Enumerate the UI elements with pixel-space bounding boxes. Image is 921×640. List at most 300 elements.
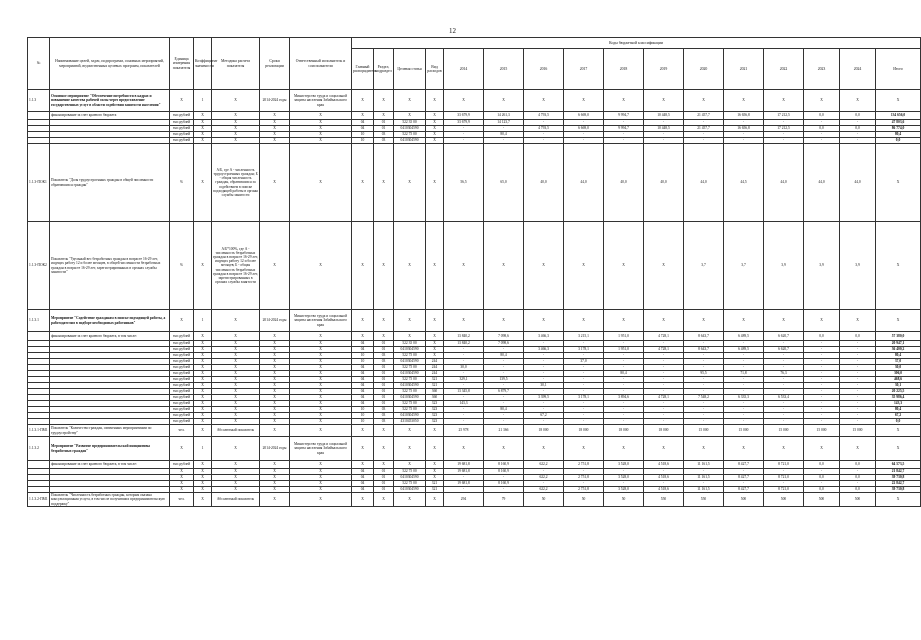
cell-total: 143,3 [876,401,921,407]
cell-unit: тыс.рублей [170,407,194,413]
cell-resp: X [290,469,352,475]
cell-2016: - [524,469,564,475]
cell-term: X [260,222,290,310]
cell-gr: 04 [352,371,374,377]
cell-term: X [260,359,290,365]
cell-gr: 04 [352,481,374,487]
cell-2017: 2 751,8 [564,487,604,493]
cell-2021: 8 427,7 [724,475,764,481]
cell-2024: 0,0 [840,475,876,481]
cell-2020: 21 457,7 [684,126,724,132]
cell-coef: X [194,353,212,359]
cell-name: Показатель "Количество граждан, охваченных мероприятиями по трудоустройству" [50,425,170,437]
cell-2020: - [684,383,724,389]
cell-2014: - [444,371,484,377]
cell-method: X [212,126,260,132]
cell-2020: - [684,341,724,347]
cell-2016: X [524,90,564,112]
cell-resp: X [290,365,352,371]
cell-2022: - [764,389,804,395]
cell-resp: X [290,120,352,126]
cell-2018: 3 528,0 [604,461,644,469]
cell-2023: - [804,401,840,407]
cell-unit: тыс.рублей [170,126,194,132]
cell-2017: X [564,222,604,310]
cell-2018: - [604,377,644,383]
cell-2014: X [444,310,484,332]
cell-resp: X [290,341,352,347]
cell-2022: 44,0 [764,144,804,222]
header-year: 2016 [524,49,564,90]
cell-2019: 10 448,5 [644,126,684,132]
cell-2015: 80,4 [484,132,524,138]
cell-2016: - [524,419,564,425]
cell-2015: 21 366 [484,425,524,437]
cell-2022: 8 721,0 [764,461,804,469]
cell-section: X [374,310,394,332]
header-gr: Главный распорядитель [352,49,374,90]
cell-exp-type: 244 [426,371,444,377]
cell-gr: 04 [352,395,374,401]
cell-2018: - [604,481,644,487]
cell-term: X [260,425,290,437]
cell-exp-type: 323 [426,413,444,419]
cell-2016: X [524,222,564,310]
cell-2018: X [604,310,644,332]
cell-2016: - [524,407,564,413]
cell-section: 03 [374,138,394,144]
cell-method: X [212,407,260,413]
cell-resp: X [290,401,352,407]
header-term: Сроки реализации [260,38,290,90]
cell-method: X [212,419,260,425]
cell-2024: - [840,377,876,383]
cell-method: X [212,138,260,144]
cell-2024: X [840,310,876,332]
cell-2022: - [764,469,804,475]
cell-2024: 3,9 [840,222,876,310]
cell-gr: 04 [352,377,374,383]
cell-resp: Министерство труда и социальной защиты населения Забайкальского края [290,310,352,332]
cell-method: X [212,487,260,493]
cell-2022: - [764,341,804,347]
cell-resp: X [290,144,352,222]
cell-2017: X [564,90,604,112]
cell-2014: - [444,407,484,413]
cell-2017: 6 669,0 [564,126,604,132]
cell-coef: X [194,475,212,481]
cell-2022: - [764,401,804,407]
cell-exp-type: 360 [426,395,444,401]
cell-2022: - [764,365,804,371]
cell-2015: 7 098,6 [484,341,524,347]
cell-article: X [394,437,426,461]
cell-section: X [374,437,394,461]
cell-2016: 3 399,5 [524,395,564,401]
cell-section: 01 [374,389,394,395]
cell-method: X [212,461,260,469]
cell-term: X [260,469,290,475]
cell-total: 134 656,0 [876,112,921,120]
cell-2022: 8 721,0 [764,487,804,493]
cell-total: 22 842,7 [876,481,921,487]
cell-2019: - [644,138,684,144]
cell-2021: 71,8 [724,371,764,377]
cell-exp-type: 323 [426,419,444,425]
cell-2024: 500 [840,493,876,507]
cell-2014: 19 681,8 [444,469,484,475]
cell-gr: 10 [352,353,374,359]
cell-2023: - [804,371,840,377]
cell-exp-type: 244 [426,359,444,365]
header-year: 2021 [724,49,764,90]
cell-2019: 4 518,6 [644,475,684,481]
cell-2014: X [444,437,484,461]
cell-coef: X [194,425,212,437]
cell-2023: - [804,407,840,413]
cell-2019: - [644,341,684,347]
cell-term: 2014-2024 годы [260,90,290,112]
cell-2015: - [484,475,524,481]
cell-2014: 13 840,2 [444,332,484,341]
cell-2018: - [604,383,644,389]
cell-2021: - [724,419,764,425]
cell-name: Показатель "Численность безработных граждан, которым оказана консультационная услуга, в том числе получивших предпринимательскую поддержку" [50,493,170,507]
program-table [27,37,921,507]
cell-2023: 0,0 [804,112,840,120]
cell-2021: 6 489,5 [724,347,764,353]
cell-term: X [260,395,290,401]
cell-section: X [374,144,394,222]
cell-gr: 04 [352,389,374,395]
cell-method: X [212,132,260,138]
cell-2024: - [840,371,876,377]
cell-2023: 44,0 [804,144,840,222]
cell-2018: - [604,138,644,144]
cell-2021: 16 656,8 [724,126,764,132]
cell-resp: X [290,395,352,401]
cell-coef: X [194,138,212,144]
cell-2023: - [804,365,840,371]
cell-2020: 15 000 [684,425,724,437]
cell-section: 03 [374,359,394,365]
cell-total: 64 573,5 [876,461,921,469]
cell-2018: 3 894,6 [604,395,644,401]
cell-resp: X [290,407,352,413]
cell-2018: 3 528,0 [604,487,644,493]
cell-2020: 21 457,7 [684,112,724,120]
cell-2017: 18 000 [564,425,604,437]
cell-exp-type: X [426,120,444,126]
cell-2018: - [604,341,644,347]
cell-term: X [260,377,290,383]
cell-coef: X [194,222,212,310]
cell-2023: 500 [804,493,840,507]
cell-2016: - [524,365,564,371]
cell-article: 0410304590 [394,383,426,389]
cell-2019: X [644,310,684,332]
cell-coef: X [194,481,212,487]
cell-resp: X [290,461,352,469]
cell-2024: 0,0 [840,332,876,341]
cell-term: X [260,487,290,493]
cell-2023: - [804,341,840,347]
cell-2018: - [604,353,644,359]
cell-2014: - [444,475,484,481]
cell-2024: - [840,383,876,389]
header-year: 2022 [764,49,804,90]
cell-2020: 8 643,7 [684,332,724,341]
cell-article: X [394,112,426,120]
cell-term: 2014-2024 годы [260,310,290,332]
cell-exp-type: 323 [426,407,444,413]
cell-2016: 622,2 [524,475,564,481]
cell-2019: - [644,383,684,389]
cell-article: 0410304590 [394,413,426,419]
cell-2022: 500 [764,493,804,507]
cell-2017: - [564,481,604,487]
cell-2020: - [684,365,724,371]
cell-total: X [876,493,921,507]
cell-term: 2014-2024 годы [260,437,290,461]
cell-resp: X [290,353,352,359]
cell-2015: - [484,347,524,353]
header-unit: Единица измерения показателя [170,38,194,90]
cell-resp: X [290,359,352,365]
cell-term: X [260,341,290,347]
cell-2019: - [644,413,684,419]
cell-2014: 33 679,9 [444,120,484,126]
cell-method: X [212,389,260,395]
cell-2023: - [804,469,840,475]
cell-2014: 143,3 [444,401,484,407]
cell-2014: - [444,132,484,138]
cell-2023: - [804,132,840,138]
cell-2022: - [764,132,804,138]
cell-2018: 40,0 [604,144,644,222]
table-row [28,310,921,332]
cell-2023: - [804,120,840,126]
cell-2015: 8 160,9 [484,461,524,469]
cell-2017: 3 178,1 [564,395,604,401]
cell-2015: - [484,138,524,144]
cell-name: финансирование за счет краевого бюджета, в том числе: [50,461,170,469]
cell-gr: 04 [352,126,374,132]
table-row [28,112,921,120]
cell-2016: - [524,481,564,487]
cell-2016: - [524,401,564,407]
cell-exp-type: 323 [426,401,444,407]
cell-total: 20 947,1 [876,341,921,347]
cell-method: X [212,112,260,120]
cell-2022: 6 620,7 [764,347,804,353]
cell-exp-type: 244 [426,365,444,371]
cell-exp-type: 321 [426,481,444,487]
cell-2017: - [564,371,604,377]
cell-2020: - [684,401,724,407]
cell-section: 03 [374,413,394,419]
cell-gr: 10 [352,359,374,365]
cell-2023: 0,0 [804,126,840,132]
cell-2015: 80,4 [484,407,524,413]
cell-2017: - [564,353,604,359]
cell-method: X [212,90,260,112]
cell-method: X [212,347,260,353]
cell-2023: - [804,389,840,395]
cell-gr: 04 [352,469,374,475]
cell-gr: X [352,310,374,332]
cell-2024: - [840,389,876,395]
header-num: № [28,38,50,90]
cell-2019: - [644,377,684,383]
cell-2021: 8 427,7 [724,487,764,493]
cell-2022: X [764,437,804,461]
cell-exp-type: 321 [426,383,444,389]
cell-unit: чел. [170,493,194,507]
cell-resp: X [290,347,352,353]
cell-num: 1.1.3.1 [28,310,50,332]
cell-name: Мероприятие "Развитие предпринимательской инициативы безработных граждан" [50,437,170,461]
cell-section: 01 [374,126,394,132]
cell-2020: - [684,120,724,126]
cell-total: X [876,425,921,437]
table-row [28,425,921,437]
cell-2018: - [604,389,644,395]
cell-2021: - [724,341,764,347]
cell-2022: - [764,353,804,359]
cell-2024: - [840,120,876,126]
cell-2016: 622,2 [524,487,564,493]
cell-2024: - [840,401,876,407]
cell-section: 03 [374,132,394,138]
cell-2017: - [564,132,604,138]
cell-2018: - [604,365,644,371]
cell-num: 1.1.3.2-ПМ1 [28,493,50,507]
cell-2021: - [724,138,764,144]
cell-article: 522 75 00 [394,132,426,138]
cell-2021: 16 656,8 [724,112,764,120]
cell-2014: X [444,90,484,112]
cell-gr: X [352,112,374,120]
cell-article: X [394,310,426,332]
cell-2014: X [444,222,484,310]
cell-2022: 3,9 [764,222,804,310]
cell-name: Показатель "Доля трудоустроенных граждан в общей численности обратившихся граждан" [50,144,170,222]
cell-gr: 04 [352,401,374,407]
cell-total: 80,4 [876,132,921,138]
cell-unit: X [170,437,194,461]
cell-gr: 10 [352,132,374,138]
cell-2022: 6 620,7 [764,332,804,341]
cell-resp: X [290,332,352,341]
cell-2022: 17 212,5 [764,112,804,120]
cell-article: X [394,222,426,310]
cell-2017: - [564,341,604,347]
cell-2019: 4 518,6 [644,487,684,493]
cell-2016: 4 793,5 [524,112,564,120]
header-method: Методика расчета показателя [212,38,260,90]
cell-2021: 3,7 [724,222,764,310]
cell-2018: 18 000 [604,425,644,437]
cell-section: 01 [374,371,394,377]
cell-gr: X [352,222,374,310]
cell-2020: X [684,90,724,112]
cell-2022: 76,3 [764,371,804,377]
cell-section: 01 [374,487,394,493]
cell-exp-type: X [426,353,444,359]
cell-total: 39 730,8 [876,487,921,493]
cell-2023: - [804,353,840,359]
cell-total: 0,0 [876,138,921,144]
cell-method: X [212,377,260,383]
cell-unit: тыс.рублей [170,377,194,383]
cell-unit: тыс.рублей [170,461,194,469]
cell-2014: - [444,138,484,144]
cell-2018: 1 951,0 [604,332,644,341]
cell-2017: - [564,469,604,475]
cell-method: X [212,413,260,419]
cell-exp-type: X [426,132,444,138]
cell-article: X [394,425,426,437]
cell-section: X [374,222,394,310]
cell-total: X [876,90,921,112]
cell-total: 35 986,4 [876,395,921,401]
cell-2022: X [764,90,804,112]
cell-2017: 2 751,8 [564,461,604,469]
cell-2020: - [684,132,724,138]
cell-2022: - [764,120,804,126]
cell-section: 01 [374,377,394,383]
header-total: Итого [876,49,921,90]
cell-2014: 30,0 [444,365,484,371]
cell-2021: - [724,383,764,389]
cell-2019: - [644,353,684,359]
cell-coef: 1 [194,90,212,112]
cell-article: X [394,332,426,341]
header-year: 2014 [444,49,484,90]
cell-2021: 6 335,3 [724,395,764,401]
cell-coef: X [194,461,212,469]
cell-2017: 37,0 [564,359,604,365]
cell-2024: - [840,413,876,419]
cell-2023: - [804,383,840,389]
cell-num [28,332,50,341]
cell-2019: - [644,481,684,487]
cell-2015: 8 160,9 [484,481,524,487]
cell-2023: 0,0 [804,332,840,341]
cell-coef: X [194,383,212,389]
cell-2019: - [644,132,684,138]
cell-2016: - [524,132,564,138]
cell-2015: - [484,359,524,365]
cell-2019: - [644,120,684,126]
cell-2022: X [764,310,804,332]
cell-2017: 2 751,8 [564,475,604,481]
cell-2022: 6 533,4 [764,395,804,401]
cell-name: Основное мероприятие "Обеспечение потребности в кадрах и повышение качества рабочей силы через предоставление государственных услуг в области содействия занятости населения" [50,90,170,112]
cell-2020: 11 161,5 [684,475,724,481]
cell-2019: - [644,469,684,475]
cell-2019: 40,0 [644,144,684,222]
cell-method: X [212,359,260,365]
cell-2014: 329,1 [444,377,484,383]
cell-method: X [212,310,260,332]
cell-total: 36 400,2 [876,347,921,353]
cell-section: X [374,112,394,120]
cell-2023: - [804,138,840,144]
header-year: 2019 [644,49,684,90]
cell-2015: - [484,371,524,377]
